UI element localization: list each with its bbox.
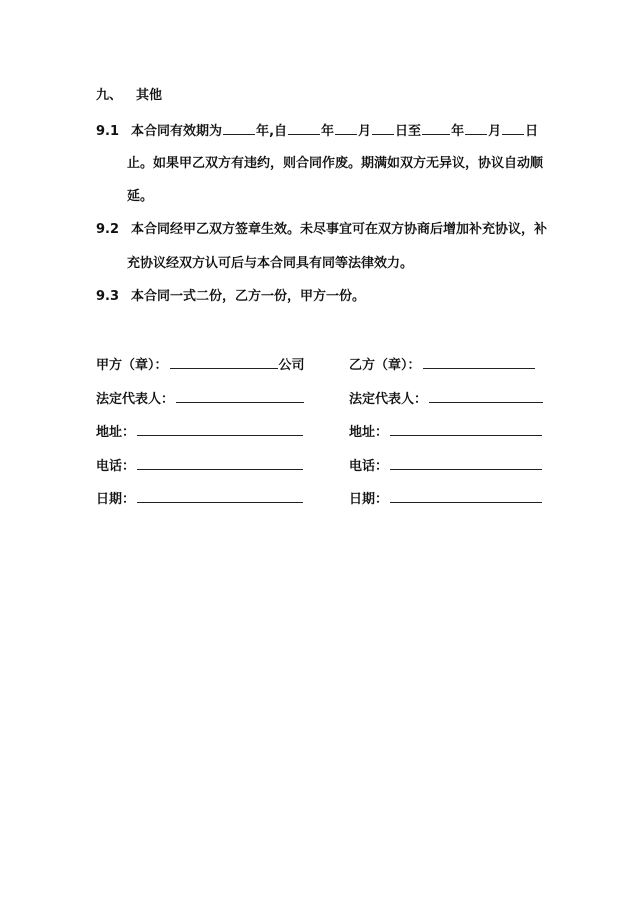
clause-text: 本合同有效期为 [131, 124, 223, 139]
clause-9-1-line-2: 止。如果甲乙双方有违约，则合同作废。期满如双方无异议，协议自动顺 [127, 156, 544, 171]
party-a-phone-row [96, 457, 304, 475]
clause-text: 本合同经甲乙双方签章生效。未尽事宜可在双方协商后增加补充协议，补 [131, 222, 548, 237]
from-label: ,自 [269, 124, 288, 139]
end-day-blank[interactable] [502, 122, 524, 135]
section-title: 其他 [136, 88, 163, 103]
clause-9-1-line-3: 延。 [127, 189, 154, 204]
clause-9-2-line-1 [96, 222, 547, 238]
party-b-rep-label: 法定代表人： [349, 392, 428, 407]
year-label: 年 [256, 124, 270, 139]
party-a-date-field[interactable] [137, 490, 303, 503]
clause-text: 本合同一式二份，乙方一份，甲方一份。 [131, 289, 366, 304]
party-a-date-label: 日期： [96, 492, 136, 507]
party-b-date-field[interactable] [390, 490, 542, 503]
party-a-address-label: 地址： [96, 425, 136, 440]
party-b-seal-label: 乙方（章）： [349, 358, 421, 373]
clause-9-3-line-1 [96, 289, 365, 305]
end-year-label: 年 [451, 124, 465, 139]
party-b-address-row [349, 423, 543, 441]
party-b-address-label: 地址： [349, 425, 389, 440]
party-b-phone-field[interactable] [390, 457, 542, 470]
clause-9-2-line-2: 充协议经双方认可后与本合同具有同等法律效力。 [127, 256, 414, 271]
start-year-blank[interactable] [288, 122, 320, 135]
party-b-address-field[interactable] [390, 423, 542, 436]
party-a-phone-label: 电话： [96, 459, 136, 474]
start-day-label: 日至 [395, 124, 422, 139]
clause-number: 9.2 [96, 222, 120, 237]
party-a-address-field[interactable] [137, 423, 303, 436]
party-a-seal-label: 甲方（章）： [96, 358, 168, 373]
party-b-seal-row [349, 356, 536, 374]
clause-number: 9.3 [96, 289, 120, 304]
clause-9-1-line-1 [96, 122, 538, 140]
party-a-phone-field[interactable] [137, 457, 303, 470]
start-year-label: 年 [321, 124, 335, 139]
party-a-address-row [96, 423, 304, 441]
company-suffix: 公司 [278, 358, 305, 373]
start-day-blank[interactable] [372, 122, 394, 135]
clause-number: 9.1 [96, 124, 120, 139]
end-month-label: 月 [488, 124, 502, 139]
end-day-label: 日 [525, 124, 539, 139]
party-a-date-row [96, 490, 304, 508]
section-number: 九、 [96, 88, 123, 103]
party-b-rep-row [349, 390, 544, 408]
party-b-date-label: 日期： [349, 492, 389, 507]
end-year-blank[interactable] [422, 122, 450, 135]
party-b-phone-label: 电话： [349, 459, 389, 474]
party-b-date-row [349, 490, 543, 508]
year-blank[interactable] [223, 122, 255, 135]
start-month-label: 月 [358, 124, 372, 139]
party-b-phone-row [349, 457, 543, 475]
party-a-seal-row [96, 356, 305, 374]
party-b-rep-field[interactable] [429, 390, 543, 403]
start-month-blank[interactable] [335, 122, 357, 135]
end-month-blank[interactable] [465, 122, 487, 135]
section-heading [96, 88, 162, 104]
party-a-company-field[interactable] [170, 356, 278, 369]
party-b-seal-field[interactable] [423, 356, 535, 369]
party-a-rep-row [96, 390, 305, 408]
party-a-rep-label: 法定代表人： [96, 392, 175, 407]
party-a-rep-field[interactable] [176, 390, 304, 403]
